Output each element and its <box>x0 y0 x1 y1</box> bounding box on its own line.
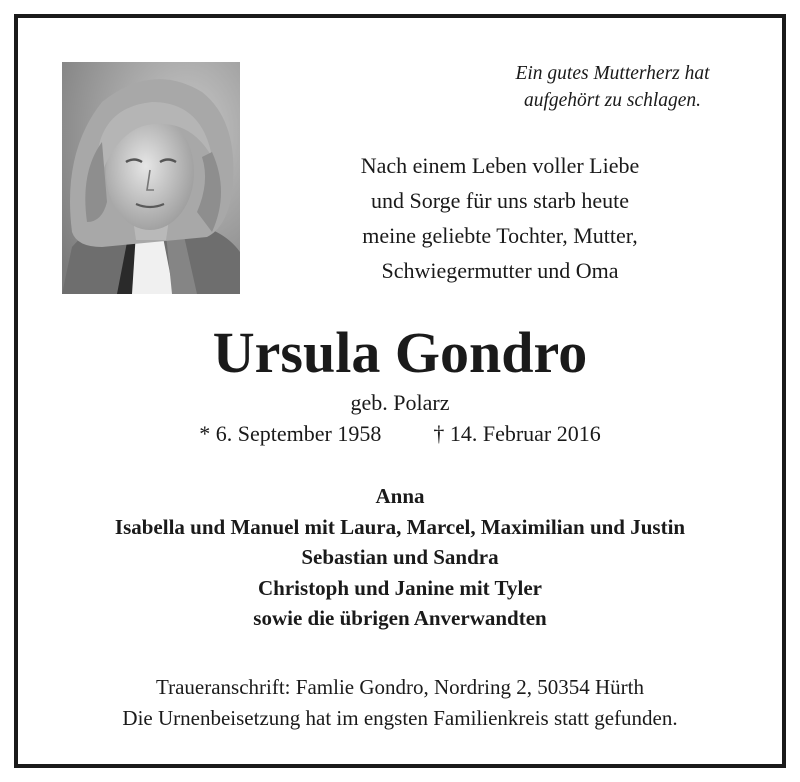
mourner-line: Christoph und Janine mit Tyler <box>258 575 542 600</box>
life-dates <box>0 418 800 450</box>
footer <box>0 672 800 734</box>
mourners-list <box>0 481 800 634</box>
birth-date: * 6. September 1958 <box>199 421 382 446</box>
death-date: † 14. Februar 2016 <box>433 421 601 446</box>
motto-line: Ein gutes Mutterherz hat <box>515 63 710 84</box>
motto <box>480 60 745 114</box>
intro-line: Schwiegermutter und Oma <box>381 258 619 283</box>
intro-line: Nach einem Leben voller Liebe <box>360 153 640 178</box>
intro-line: meine geliebte Tochter, Mutter, <box>362 223 638 248</box>
motto-line: aufgehört zu schlagen. <box>523 90 702 111</box>
portrait-photo <box>62 62 240 294</box>
mourner-line: Anna <box>375 484 425 508</box>
intro-line: und Sorge für uns starb heute <box>370 188 630 213</box>
intro-text <box>300 148 700 288</box>
mourner-line: Sebastian und Sandra <box>301 545 499 569</box>
deceased-name: Ursula Gondro <box>212 320 588 385</box>
burial-note: Die Urnenbeisetzung hat im engsten Familienkreis statt gefunden. <box>122 706 678 730</box>
portrait-image <box>62 62 240 294</box>
maiden-name: geb. Polarz <box>350 390 450 415</box>
mourning-address: Traueranschrift: Famlie Gondro, Nordring 2, 50354 Hürth <box>156 675 644 699</box>
mourner-line: sowie die übrigen Anverwandten <box>253 606 547 630</box>
mourner-line: Isabella und Manuel mit Laura, Marcel, Maximilian und Justin <box>114 514 686 539</box>
